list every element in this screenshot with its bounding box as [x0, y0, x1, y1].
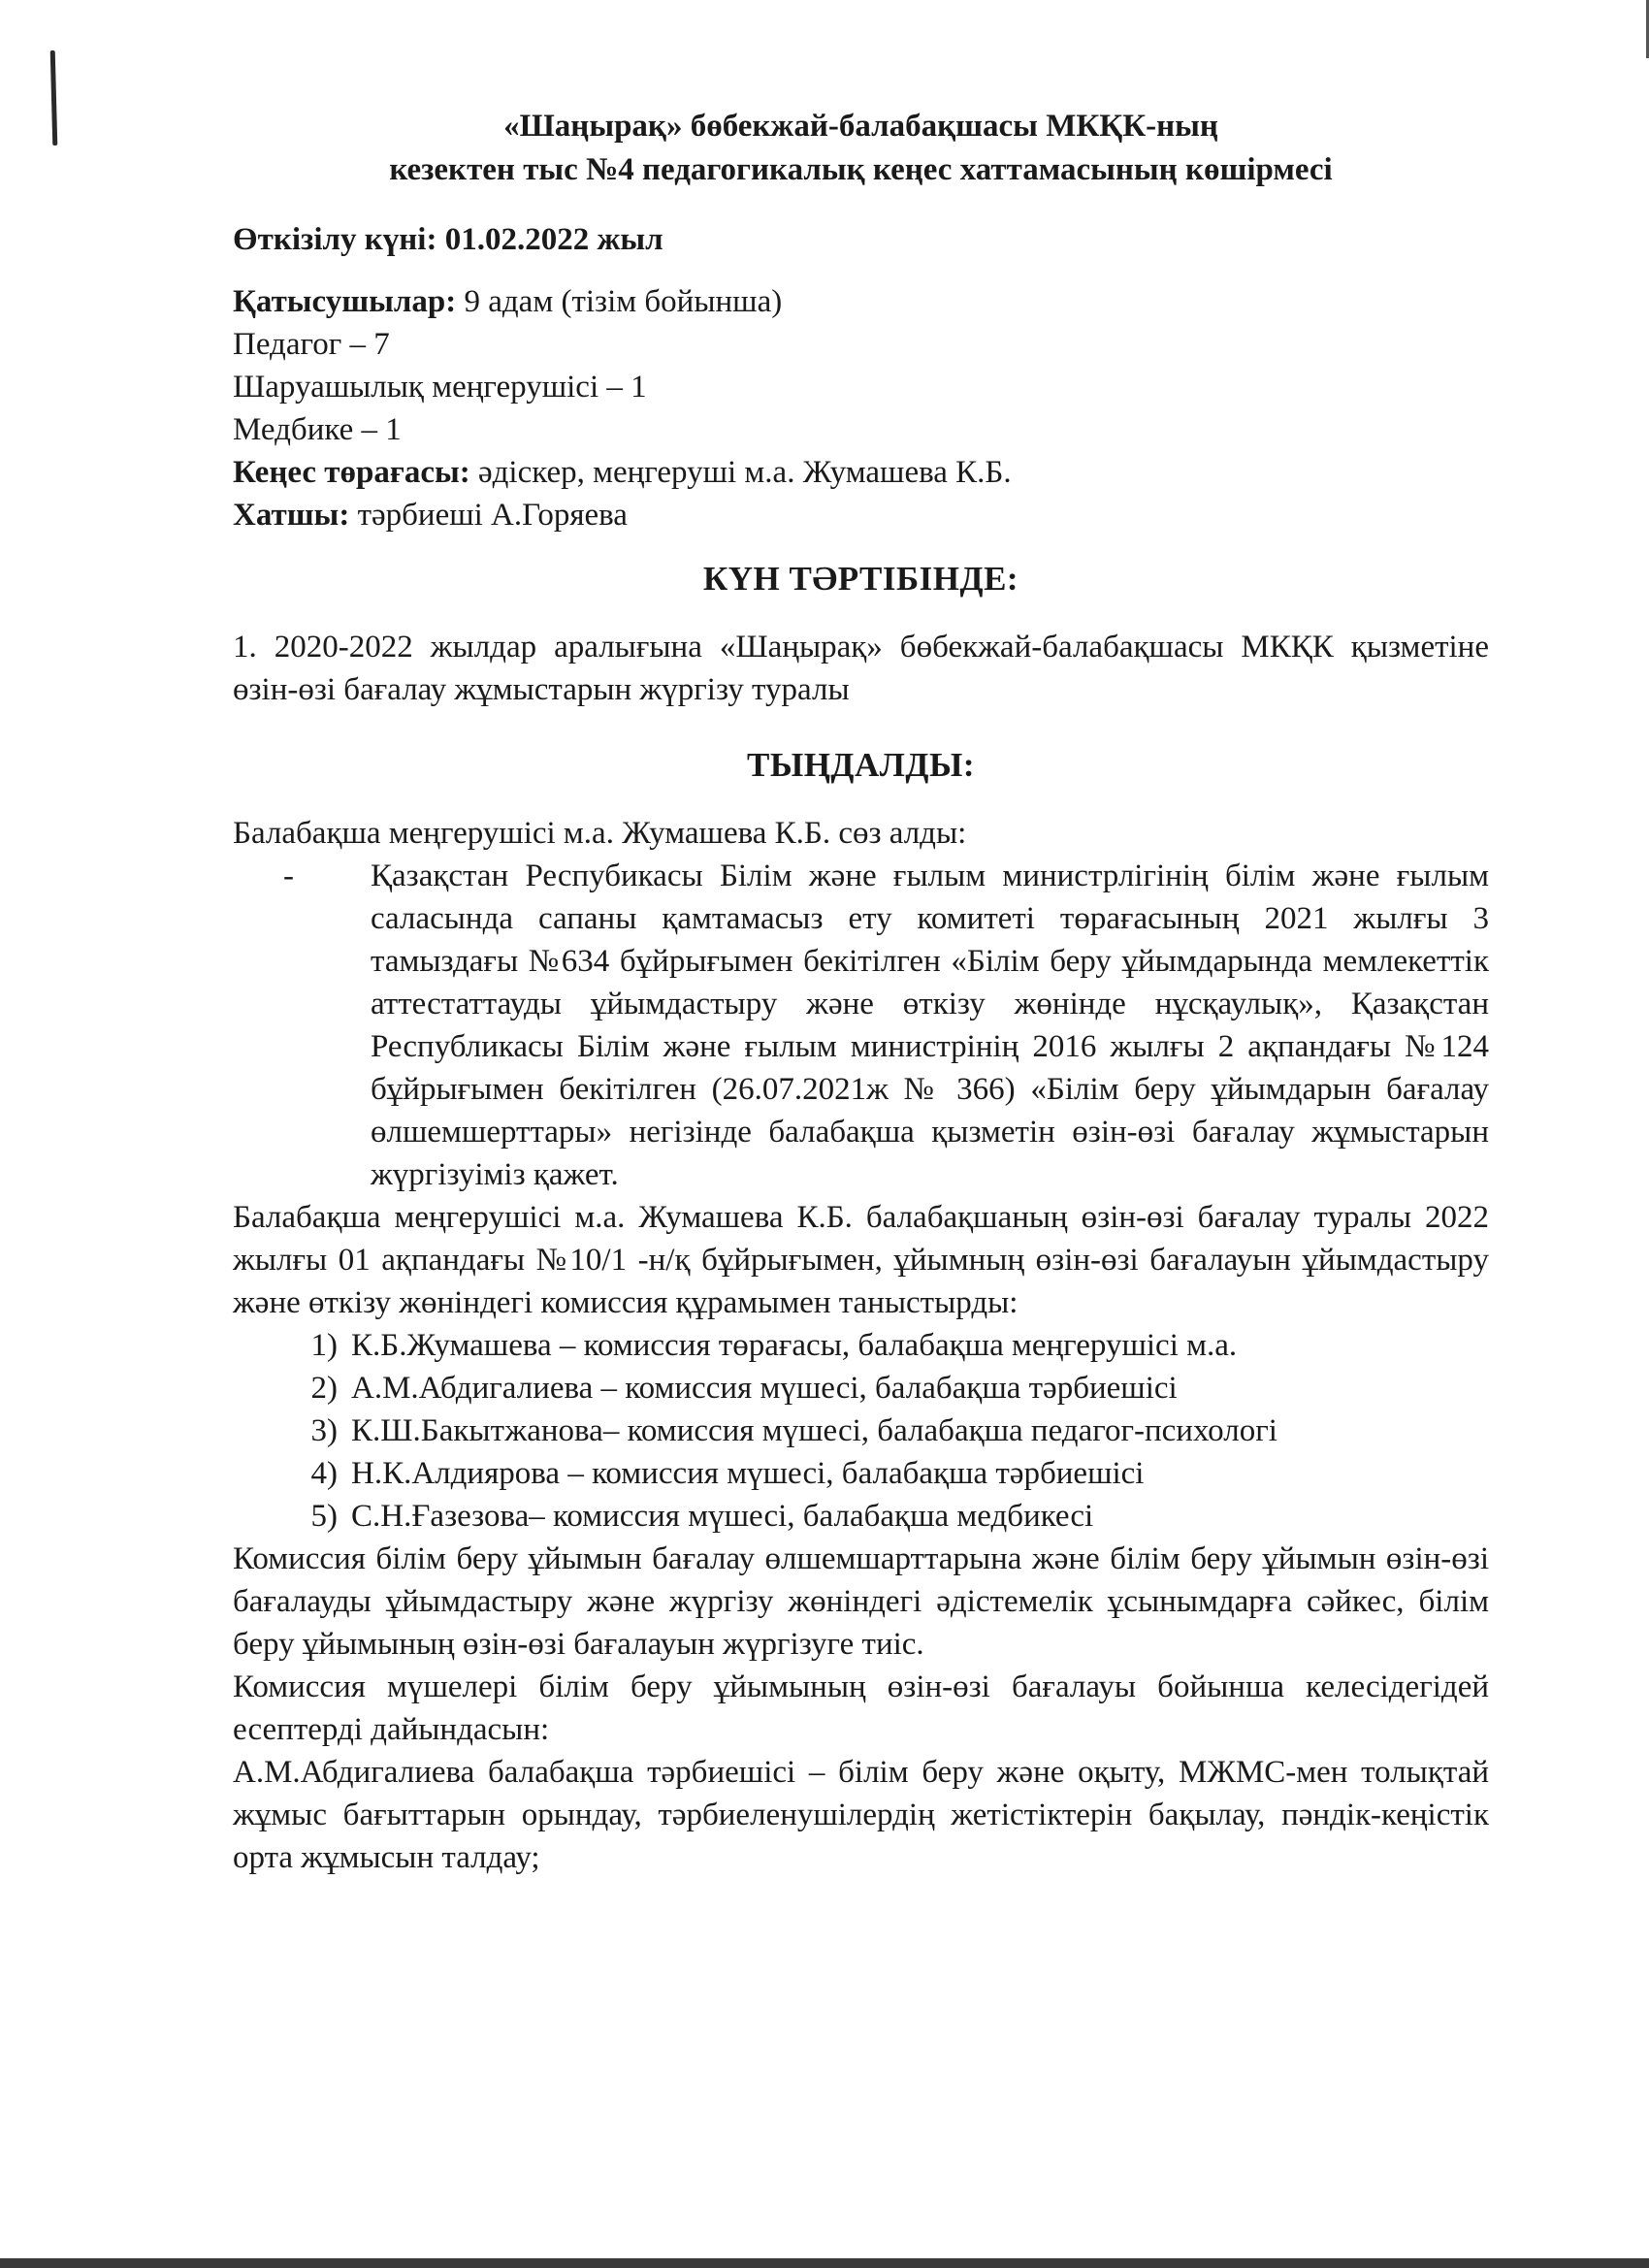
- commission-members-list: [233, 1324, 1489, 1538]
- commission-paragraph: Комиссия білім беру ұйымын бағалау өлшемшарттарына және білім беру ұйымын өзін-өзі бағалауды ұйымдастыру және жүргізу жөніндегі әдістемелік ұсынымдарға сәйкес, білім беру ұйымының өзін-өзі бағалауын жүргізуге тиіс.: [233, 1541, 1489, 1662]
- member-text: Н.К.Алдиярова – комиссия мүшесі, балабақша тәрбиешісі: [351, 1456, 1145, 1491]
- title-line-1: «Шаңырақ» бөбекжай-балабақшасы МКҚК-ның: [503, 109, 1218, 144]
- member-text: К.Ш.Бакытжанова– комиссия мүшесі, балабақша педагог-психологі: [351, 1413, 1277, 1448]
- date-value: 01.02.2022 жыл: [444, 222, 663, 257]
- member-text: К.Б.Жумашева – комиссия төрағасы, балабақша меңгерушісі м.а.: [351, 1328, 1238, 1363]
- dash-list-item: [283, 855, 1489, 1196]
- abdigalieva-paragraph: А.М.Абдигалиева балабақша тәрбиешісі – білім беру және оқыту, МЖМС-мен толықтай жұмыс бағыттарын орындау, тәрбиеленушілердің жетістіктерін бақылау, пәндік-кеңістік орта жұмысын талдау;: [233, 1755, 1489, 1875]
- commission-intro: Балабақша меңгерушісі м.а. Жумашева К.Б. балабақшаның өзін-өзі бағалау туралы 2022 жылғы 01 ақпандағы №10/1 -н/қ бұйрығымен, ұйымның өзін-өзі бағалауын ұйымдастыру және өткізу жөніндегі комиссия құрамымен таныстырды:: [233, 1200, 1489, 1320]
- chair-label: Кеңес төрағасы:: [233, 455, 470, 490]
- reports-paragraph: Комиссия мүшелері білім беру ұйымының өзін-өзі бағалауы бойынша келесідегідей есептерді дайындасын:: [233, 1669, 1489, 1747]
- date-label: Өткізілу күні:: [233, 222, 437, 257]
- participants-line: [233, 280, 1489, 323]
- speaker-line: Балабақша меңгерушісі м.а. Жумашева К.Б. сөз алды:: [233, 816, 967, 851]
- list-item: [272, 1452, 1489, 1495]
- scan-mark: [50, 50, 58, 146]
- member-number: 2): [310, 1371, 338, 1406]
- list-item: [272, 1324, 1489, 1367]
- participants-label: Қатысушылар:: [233, 284, 457, 319]
- title-line-2: кезектен тыс №4 педагогикалық кеңес хаттамасының көшірмесі: [389, 152, 1333, 187]
- member-number: 5): [310, 1499, 338, 1534]
- dash-marker: -: [283, 859, 294, 893]
- member-text: С.Н.Ғазезова– комиссия мүшесі, балабақша медбикесі: [351, 1499, 1094, 1534]
- agenda-item: 1. 2020-2022 жылдар аралығына «Шаңырақ» бөбекжай-балабақшасы МКҚК қызметіне өзін-өзі бағалау жұмыстарын жүргізу туралы: [233, 630, 1489, 707]
- participant-item: Педагог – 7: [233, 327, 390, 362]
- agenda-heading: КҮН ТӘРТІБІНДЕ:: [702, 560, 1019, 598]
- list-item: [272, 1495, 1489, 1538]
- chair-line: [233, 451, 1489, 494]
- dash-item-text: Қазақстан Респубикасы Білім және ғылым министрлігінің білім және ғылым саласында сапаны қамтамасыз ету комитеті төрағасының 2021 жылғы 3 тамыздағы №634 бұйрығымен бекітілген «Білім беру ұйымдарында мемлекеттік аттестаттауды ұйымдастыру және өткізу жөнінде нұсқаулық», Қазақстан Республикасы Білім және ғылым министрінің 2016 жылғы 2 ақпандағы №124 бұйрығымен бекітілген (26.07.2021ж № 366) «Білім беру ұйымдарын бағалау өлшемшерттары» негізінде балабақша қызметін өзін-өзі бағалау жұмыстарын жүргізуіміз қажет.: [371, 859, 1489, 1192]
- list-item: [272, 1409, 1489, 1452]
- participants-value: 9 адам (тізім бойынша): [464, 284, 783, 319]
- participant-item: Шаруашылық меңгерушісі – 1: [233, 370, 647, 405]
- document-page: [233, 105, 1489, 1879]
- scan-edge-bottom: [0, 2258, 1649, 2268]
- meeting-date: [233, 218, 1489, 261]
- list-item: [272, 1367, 1489, 1409]
- member-number: 1): [310, 1328, 338, 1363]
- member-number: 3): [310, 1413, 338, 1448]
- listened-heading: ТЫҢДАЛДЫ:: [747, 746, 975, 784]
- secretary-value: тәрбиеші А.Горяева: [357, 498, 628, 533]
- participant-item: Медбике – 1: [233, 412, 402, 447]
- member-text: А.М.Абдигалиева – комиссия мүшесі, балабақша тәрбиешісі: [351, 1371, 1178, 1406]
- secretary-line: [233, 494, 1489, 536]
- secretary-label: Хатшы:: [233, 498, 350, 533]
- member-number: 4): [310, 1456, 338, 1491]
- chair-value: әдіскер, меңгеруші м.а. Жумашева К.Б.: [477, 455, 1012, 490]
- document-title: [233, 105, 1489, 192]
